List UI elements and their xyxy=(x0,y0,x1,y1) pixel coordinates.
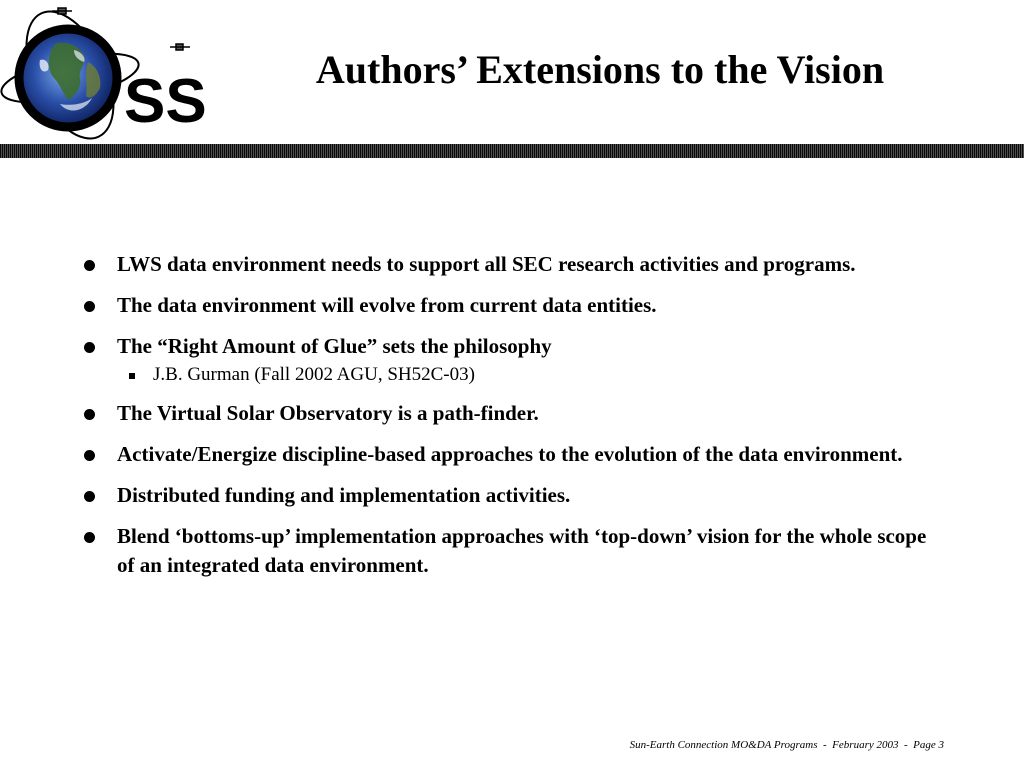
bullet-text: The Virtual Solar Observatory is a path-finder. xyxy=(117,401,539,425)
bullet-dot-icon xyxy=(84,301,95,312)
bullet-dot-icon xyxy=(84,342,95,353)
bullet-list xyxy=(80,250,940,592)
bullet-item xyxy=(80,332,940,387)
bullet-dot-icon xyxy=(84,532,95,543)
bullet-dot-icon xyxy=(84,260,95,271)
bullet-text: The “Right Amount of Glue” sets the philosophy xyxy=(117,334,552,358)
header-divider xyxy=(0,144,1024,158)
bullet-text: LWS data environment needs to support all SEC research activities and programs. xyxy=(117,252,856,276)
bullet-dot-icon xyxy=(84,491,95,502)
bullet-dot-icon xyxy=(84,409,95,420)
oss-logo xyxy=(0,0,230,150)
bullet-item xyxy=(80,522,940,580)
sub-bullet-list xyxy=(117,363,940,387)
slide-footer: Sun-Earth Connection MO&DA Programs - February 2003 - Page 3 xyxy=(629,739,944,751)
bullet-item xyxy=(80,291,940,320)
bullet-item xyxy=(80,481,940,510)
bullet-item xyxy=(80,440,940,469)
bullet-item xyxy=(80,399,940,428)
bullet-text: The data environment will evolve from current data entities. xyxy=(117,293,657,317)
square-bullet-icon xyxy=(129,373,135,379)
sub-bullet-item xyxy=(117,363,940,387)
svg-text:SS: SS xyxy=(124,67,207,136)
earth-globe-icon xyxy=(0,0,230,150)
bullet-item xyxy=(80,250,940,279)
bullet-text: Blend ‘bottoms-up’ implementation approaches with ‘top-down’ vision for the whole scope of an integrated data environment. xyxy=(117,524,927,577)
sub-bullet-text: J.B. Gurman (Fall 2002 AGU, SH52C-03) xyxy=(153,364,475,385)
bullet-text: Activate/Energize discipline-based approaches to the evolution of the data environment. xyxy=(117,442,903,466)
slide-title: Authors’ Extensions to the Vision xyxy=(315,47,885,92)
bullet-text: Distributed funding and implementation activities. xyxy=(117,483,571,507)
bullet-dot-icon xyxy=(84,450,95,461)
